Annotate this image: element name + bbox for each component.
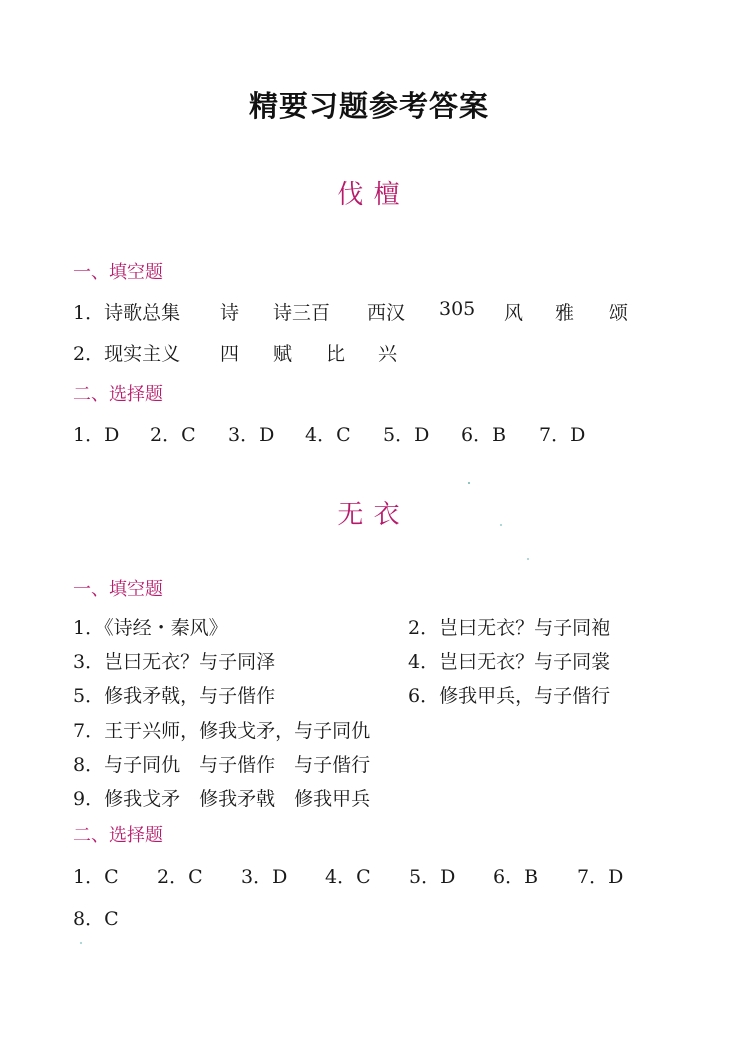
answer-item: 兴 [378, 343, 398, 365]
answer-item: 比 [326, 343, 346, 365]
answer-item: 305 [439, 298, 476, 320]
answer-item: 1．诗歌总集 [73, 302, 181, 324]
multiple-choice-heading: 二、选择题 [73, 825, 163, 846]
answer-item: 6．B [461, 424, 507, 446]
answer-item: 诗 [220, 302, 240, 324]
scan-speck [80, 942, 82, 944]
answer-item: 1．C [73, 866, 119, 888]
answer-item: 雅 [555, 302, 575, 324]
answer-item: 1．《诗经・秦风》 [73, 617, 228, 639]
scan-speck [527, 558, 529, 560]
answer-item: 7．王于兴师，修我戈矛，与子同仇 [73, 720, 371, 742]
answer-item: 3．岂曰无衣？与子同泽 [73, 651, 276, 673]
answer-item: 4．岂曰无衣？与子同裳 [408, 651, 611, 673]
answer-item: 1．D [73, 424, 120, 446]
section-title-wuyi: 无 衣 [337, 500, 401, 530]
answer-item: 4．C [305, 424, 351, 446]
answer-item: 9．修我戈矛 修我矛戟 修我甲兵 [73, 788, 371, 810]
section-title-fatan: 伐 檀 [337, 180, 401, 210]
answer-item: 5．修我矛戟，与子偕作 [73, 685, 276, 707]
multiple-choice-heading: 二、选择题 [73, 384, 163, 405]
answer-item: 四 [220, 343, 240, 365]
answer-item: 赋 [273, 343, 293, 365]
page-title: 精要习题参考答案 [248, 89, 489, 123]
scan-speck [468, 482, 470, 484]
answer-item: 2．岂曰无衣？与子同袍 [408, 617, 611, 639]
answer-item: 颂 [609, 302, 629, 324]
answer-item: 7．D [539, 424, 586, 446]
answer-item: 8．与子同仇 与子偕作 与子偕行 [73, 754, 371, 776]
answer-item: 诗三百 [273, 302, 331, 324]
answer-item: 2．C [150, 424, 196, 446]
answer-item: 8．C [73, 908, 119, 930]
answer-item: 西汉 [367, 302, 406, 324]
scan-speck [500, 524, 502, 526]
answer-item: 6．修我甲兵，与子偕行 [408, 685, 611, 707]
fill-blank-heading: 一、填空题 [73, 262, 163, 283]
answer-item: 7．D [577, 866, 624, 888]
answer-item: 4．C [325, 866, 371, 888]
answer-item: 3．D [228, 424, 275, 446]
fill-blank-heading: 一、填空题 [73, 579, 163, 600]
answer-item: 3．D [241, 866, 288, 888]
answer-item: 6．B [493, 866, 539, 888]
answer-item: 风 [504, 302, 524, 324]
answer-item: 5．D [409, 866, 456, 888]
answer-item: 2．C [157, 866, 203, 888]
answer-item: 2．现实主义 [73, 343, 181, 365]
answer-item: 5．D [383, 424, 430, 446]
